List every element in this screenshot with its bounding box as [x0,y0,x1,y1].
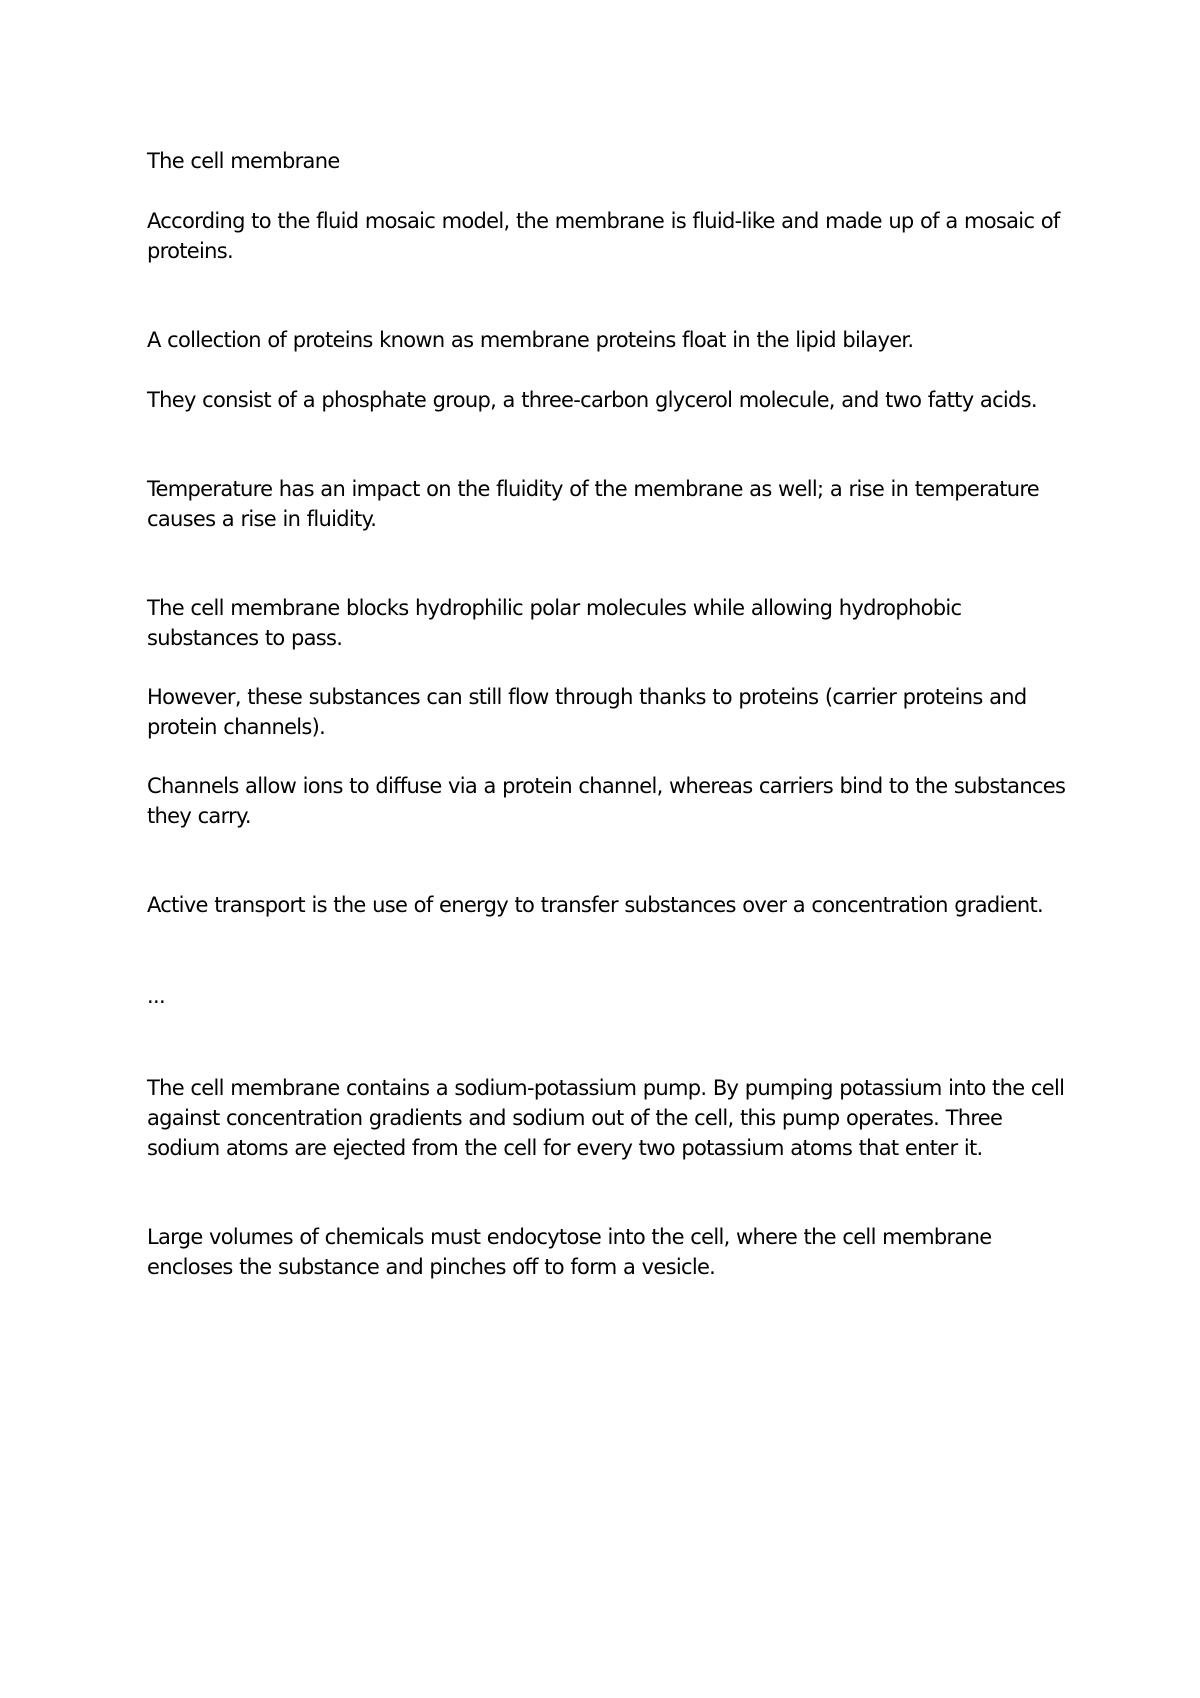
paragraph-ellipsis: ... [147,984,165,1008]
paragraph-temperature: Temperature has an impact on the fluidity of the membrane as well; a rise in temperature causes a rise in fluidity. [147,477,1040,531]
paragraph-sodium-potassium-pump: The cell membrane contains a sodium-potassium pump. By pumping potassium into the cell against concentration gradients and sodium out of the cell, this pump operates. Three sodium atoms are ejected from the cell for every two potassium atoms that enter it. [147,1076,1065,1160]
paragraph-phospholipid: They consist of a phosphate group, a three-carbon glycerol molecule, and two fatty acids. [147,388,1037,412]
paragraph-channels: Channels allow ions to diffuse via a protein channel, whereas carriers bind to the substances they carry. [147,774,1066,828]
paragraph-hydrophilic: The cell membrane blocks hydrophilic polar molecules while allowing hydrophobic substances to pass. [147,596,962,650]
paragraph-endocytosis: Large volumes of chemicals must endocytose into the cell, where the cell membrane encloses the substance and pinches off to form a vesicle. [147,1225,992,1279]
document-title: The cell membrane [147,149,340,173]
paragraph-fluid-mosaic: According to the fluid mosaic model, the membrane is fluid-like and made up of a mosaic of proteins. [147,209,1060,263]
paragraph-active-transport: Active transport is the use of energy to transfer substances over a concentration gradient. [147,893,1044,917]
paragraph-membrane-proteins: A collection of proteins known as membrane proteins float in the lipid bilayer. [147,328,914,352]
paragraph-carrier-proteins: However, these substances can still flow through thanks to proteins (carrier proteins and protein channels). [147,685,1027,739]
